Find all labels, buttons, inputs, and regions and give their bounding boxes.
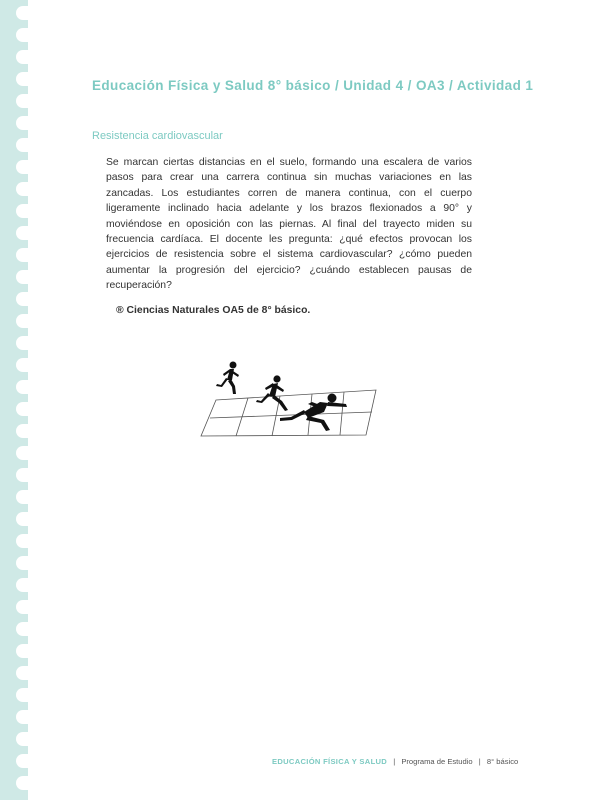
footer-brand: EDUCACIÓN FÍSICA Y SALUD [272, 757, 388, 766]
activity-description: Se marcan ciertas distancias en el suelo, formando una escalera de varios pasos para crear una carrera continua sin muchas variaciones en las zancadas. Los estudiantes corren de manera continua, con el cuerpo ligeramente inclinado hacia adelante y los brazos flexionados a 90° y moviéndose en oposición con las piernas. Al final del trayecto miden su frecuencia cardíaca. El docente les pregunta: ¿qué efectos provocan los ejercicios de resistencia sobre el sistema cardiovascular? ¿cómo pueden aumentar la progresión del ejercicio? ¿cuándo establecen pausas de recuperación? [106, 157, 472, 292]
curriculum-reference: ® Ciencias Naturales OA5 de 8° básico. [116, 305, 311, 316]
side-binding-strip [0, 0, 28, 800]
section-title: Resistencia cardiovascular [92, 130, 223, 142]
footer-grade: 8° básico [486, 757, 519, 766]
footer-separator: | [393, 757, 396, 766]
runners-icon [196, 360, 386, 440]
page-footer [272, 757, 518, 766]
footer-separator-2: | [478, 757, 481, 766]
page-title: Educación Física y Salud 8° básico / Unidad 4 / OA3 / Actividad 1 [92, 78, 534, 93]
footer-program: Programa de Estudio [401, 757, 473, 766]
runners-illustration [196, 360, 386, 445]
